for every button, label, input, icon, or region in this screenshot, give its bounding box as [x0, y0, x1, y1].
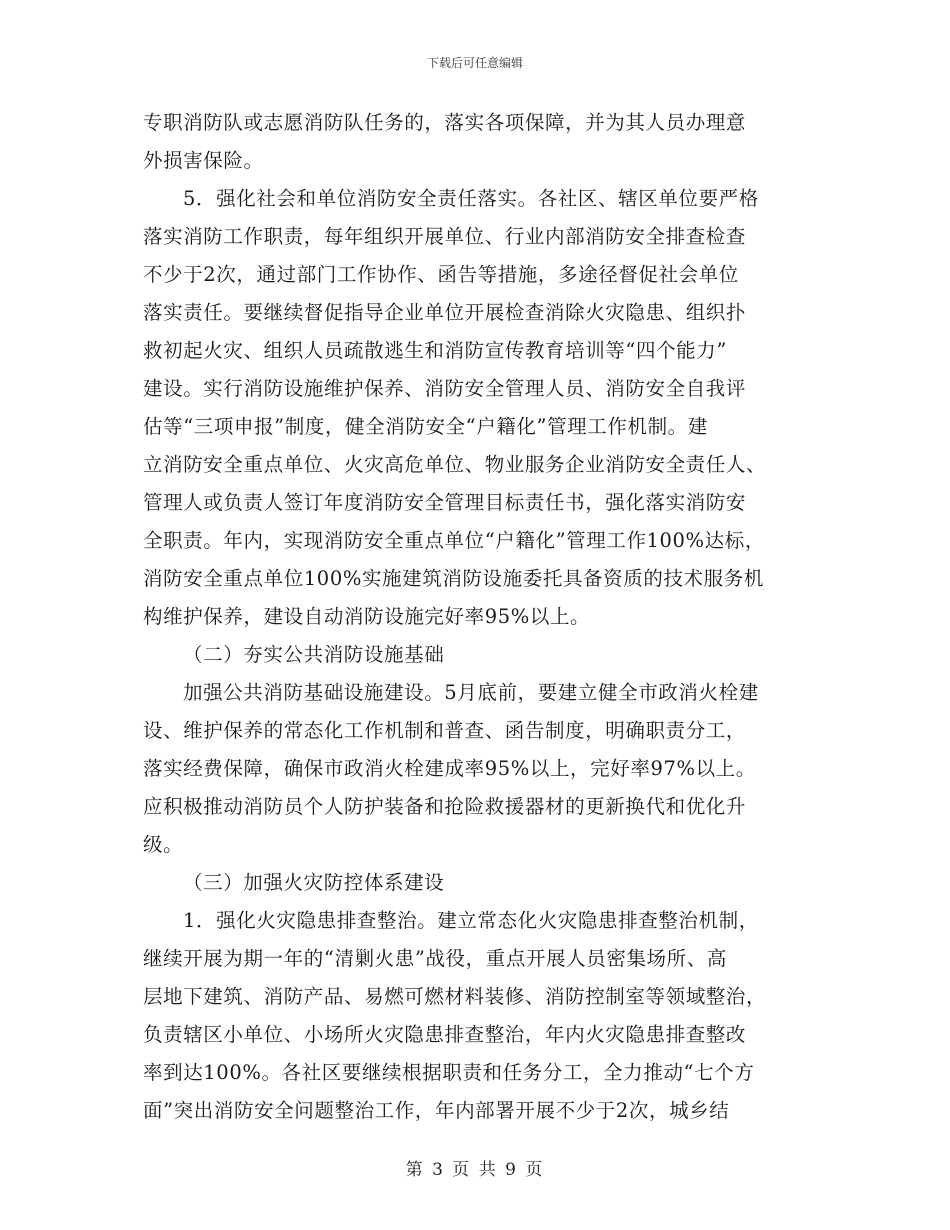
section-heading: （三）加强火灾防控体系建设 — [183, 871, 445, 894]
text-line: 落实责任。要继续督促指导企业单位开展检查消除火灾隐患、组织扑 — [143, 301, 747, 324]
text-line: 级。 — [143, 833, 184, 856]
text-line: 管理人或负责人签订年度消防安全管理目标责任书，强化落实消防安 — [143, 491, 747, 514]
text-line: 立消防安全重点单位、火灾高危单位、物业服务企业消防安全责任人、 — [143, 453, 767, 476]
page-number: 第 3 页 共 9 页 — [405, 1160, 545, 1180]
page-header: 下载后可任意编辑 — [426, 56, 523, 70]
text-line: 继续开展为期一年的“清剿火患”战役，重点开展人员密集场所、高 — [143, 947, 727, 970]
text-line: 加强公共消防基础设施建设。5月底前，要建立健全市政消火栓建 — [183, 681, 759, 704]
text-line: 负责辖区小单位、小场所火灾隐患排查整治，年内火灾隐患排查整改 — [143, 1023, 747, 1046]
document-body — [143, 104, 823, 1130]
text-line: 落实消防工作职责，每年组织开展单位、行业内部消防安全排查检查 — [143, 225, 747, 248]
text-line: 1．强化火灾隐患排查整治。建立常态化火灾隐患排查整治机制， — [183, 909, 759, 932]
text-line: 专职消防队或志愿消防队任务的，落实各项保障，并为其人员办理意 — [143, 111, 747, 134]
text-line: 救初起火灾、组织人员疏散逃生和消防宣传教育培训等“四个能力” — [143, 339, 727, 362]
text-line: 外损害保险。 — [143, 149, 264, 172]
text-line: 消防安全重点单位100%实施建筑消防设施委托具备资质的技术服务机 — [143, 567, 764, 590]
text-line: 率到达100%。各社区要继续根据职责和任务分工，全力推动“七个方 — [143, 1061, 755, 1084]
text-line: 落实经费保障，确保市政消火栓建成率95%以上，完好率97%以上。 — [143, 757, 756, 780]
section-heading: （二）夯实公共消防设施基础 — [183, 643, 445, 666]
text-line: 应积极推动消防员个人防护装备和抢险救援器材的更新换代和优化升 — [143, 795, 747, 818]
text-line: 不少于2次，通过部门工作协作、函告等措施，多途径督促社会单位 — [143, 263, 739, 286]
text-line: 设、维护保养的常态化工作机制和普查、函告制度，明确职责分工， — [143, 719, 747, 742]
text-line: 面”突出消防安全问题整治工作，年内部署开展不少于2次，城乡结 — [143, 1099, 730, 1122]
text-line: 全职责。年内，实现消防安全重点单位“户籍化”管理工作100%达标， — [143, 529, 765, 552]
text-line: 5．强化社会和单位消防安全责任落实。各社区、辖区单位要严格 — [183, 187, 759, 210]
text-line: 构维护保养，建设自动消防设施完好率95%以上。 — [143, 605, 591, 628]
text-line: 层地下建筑、消防产品、易燃可燃材料装修、消防控制室等领域整治， — [143, 985, 767, 1008]
text-line: 建设。实行消防设施维护保养、消防安全管理人员、消防安全自我评 — [143, 377, 747, 400]
text-line: 估等“三项申报”制度，健全消防安全“户籍化”管理工作机制。建 — [143, 415, 708, 438]
